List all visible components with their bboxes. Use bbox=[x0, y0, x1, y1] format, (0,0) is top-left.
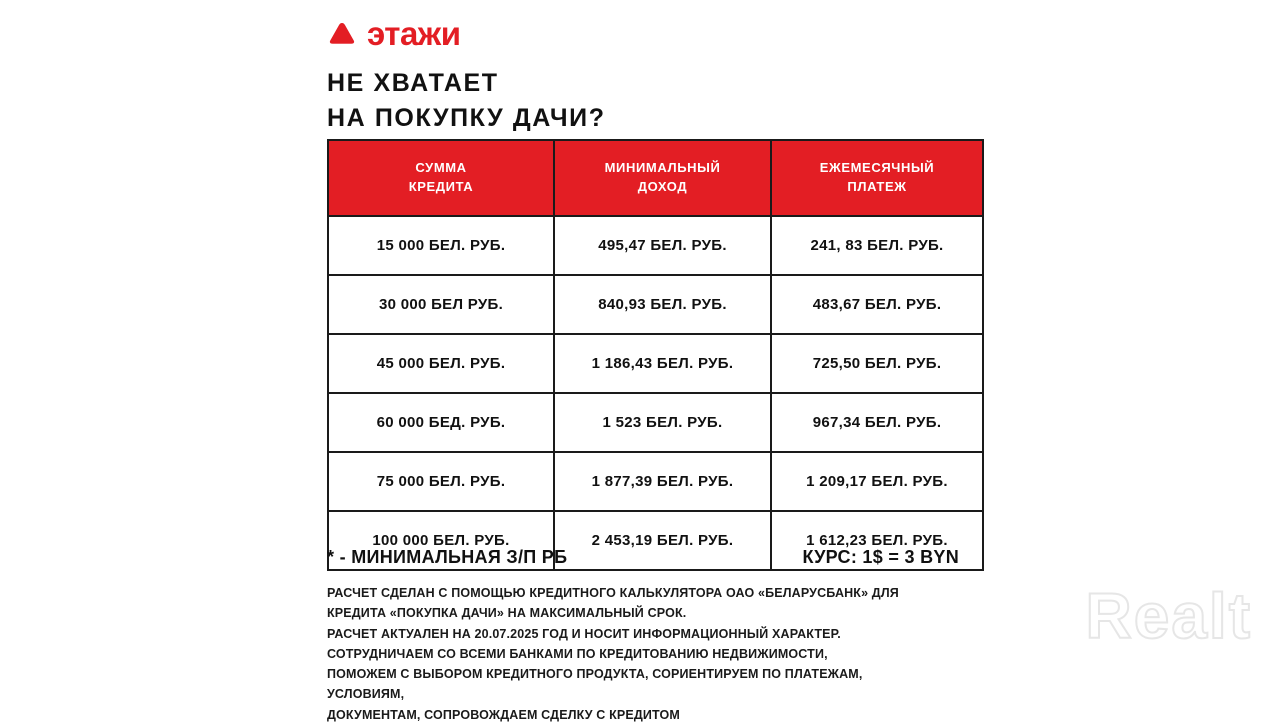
column-header-income-line1: МИНИМАЛЬНЫЙ bbox=[604, 160, 721, 175]
note-minimum-salary: * - МИНИМАЛЬНАЯ З/П РБ bbox=[327, 547, 568, 567]
table-header bbox=[328, 140, 983, 216]
cell-payment: 725,50 БЕЛ. РУБ. bbox=[771, 334, 983, 393]
table-header-row bbox=[328, 140, 983, 216]
credit-table bbox=[327, 139, 984, 571]
table-row bbox=[328, 452, 983, 511]
table-notes bbox=[327, 547, 959, 568]
cell-income: 2 453,19 БЕЛ. РУБ. bbox=[554, 511, 771, 570]
disclaimer-line-6: УСЛОВИЯМ, bbox=[327, 687, 405, 702]
house-logo-icon bbox=[327, 21, 357, 47]
column-header-payment-line2: ПЛАТЕЖ bbox=[847, 178, 907, 194]
column-header-sum-line1: СУММА bbox=[415, 160, 467, 175]
cell-payment: 241, 83 БЕЛ. РУБ. bbox=[771, 216, 983, 275]
cell-payment: 1 209,17 БЕЛ. РУБ. bbox=[771, 452, 983, 511]
cell-sum: 15 000 БЕЛ. РУБ. bbox=[328, 216, 554, 275]
cell-income: 840,93 БЕЛ. РУБ. bbox=[554, 275, 771, 334]
disclaimer-line-3: РАСЧЕТ АКТУАЛЕН НА 20.07.2025 ГОД И НОСИТ ИНФОРМАЦИОННЫЙ ХАРАКТЕР. bbox=[327, 626, 841, 641]
table-row bbox=[328, 334, 983, 393]
cell-payment: 483,67 БЕЛ. РУБ. bbox=[771, 275, 983, 334]
cell-sum: 45 000 БЕЛ. РУБ. bbox=[328, 334, 554, 393]
cell-payment: 967,34 БЕЛ. РУБ. bbox=[771, 393, 983, 452]
cell-income: 1 523 БЕЛ. РУБ. bbox=[554, 393, 771, 452]
column-header-sum bbox=[328, 140, 554, 216]
table-body bbox=[328, 216, 983, 570]
disclaimer-line-7: ДОКУМЕНТАМ, СОПРОВОЖДАЕМ СДЕЛКУ С КРЕДИТОМ bbox=[327, 707, 680, 722]
note-exchange-rate: КУРС: 1$ = 3 BYN bbox=[802, 547, 959, 567]
disclaimer-line-5: ПОМОЖЕМ С ВЫБОРОМ КРЕДИТНОГО ПРОДУКТА, СОРИЕНТИРУЕМ ПО ПЛАТЕЖАМ, bbox=[327, 667, 863, 681]
headline-line-1: НЕ ХВАТАЕТ bbox=[327, 69, 499, 97]
page-title bbox=[327, 66, 606, 135]
cell-income: 1 877,39 БЕЛ. РУБ. bbox=[554, 452, 771, 511]
cell-sum: 100 000 БЕЛ. РУБ. bbox=[328, 511, 554, 570]
headline-line-2: НА ПОКУПКУ ДАЧИ? bbox=[327, 103, 606, 132]
cell-sum: 30 000 БЕЛ РУБ. bbox=[328, 275, 554, 334]
table-row bbox=[328, 216, 983, 275]
watermark: Realt bbox=[1085, 580, 1252, 652]
table-row bbox=[328, 275, 983, 334]
column-header-income-line2: ДОХОД bbox=[637, 178, 688, 194]
cell-payment: 1 612,23 БЕЛ. РУБ. bbox=[771, 511, 983, 570]
table-row bbox=[328, 393, 983, 452]
brand-name: этажи bbox=[367, 15, 461, 52]
disclaimer-line-4: СОТРУДНИЧАЕМ СО ВСЕМИ БАНКАМИ ПО КРЕДИТОВАНИЮ НЕДВИЖИМОСТИ, bbox=[327, 646, 828, 661]
credit-table-wrapper bbox=[327, 139, 952, 571]
cell-income: 495,47 БЕЛ. РУБ. bbox=[554, 216, 771, 275]
cell-sum: 60 000 БЕД. РУБ. bbox=[328, 393, 554, 452]
column-header-sum-line2: КРЕДИТА bbox=[408, 178, 474, 194]
disclaimer-line-1: РАСЧЕТ СДЕЛАН С ПОМОЩЬЮ КРЕДИТНОГО КАЛЬКУЛЯТОРА ОАО «БЕЛАРУСБАНК» ДЛЯ bbox=[327, 586, 899, 600]
brand-logo bbox=[327, 17, 461, 50]
column-header-payment bbox=[771, 140, 983, 216]
column-header-income bbox=[554, 140, 771, 216]
cell-sum: 75 000 БЕЛ. РУБ. bbox=[328, 452, 554, 511]
disclaimer bbox=[327, 583, 947, 725]
disclaimer-line-2: КРЕДИТА «ПОКУПКА ДАЧИ» НА МАКСИМАЛЬНЫЙ СРОК. bbox=[327, 606, 687, 621]
cell-income: 1 186,43 БЕЛ. РУБ. bbox=[554, 334, 771, 393]
column-header-payment-line1: ЕЖЕМЕСЯЧНЫЙ bbox=[819, 160, 935, 175]
